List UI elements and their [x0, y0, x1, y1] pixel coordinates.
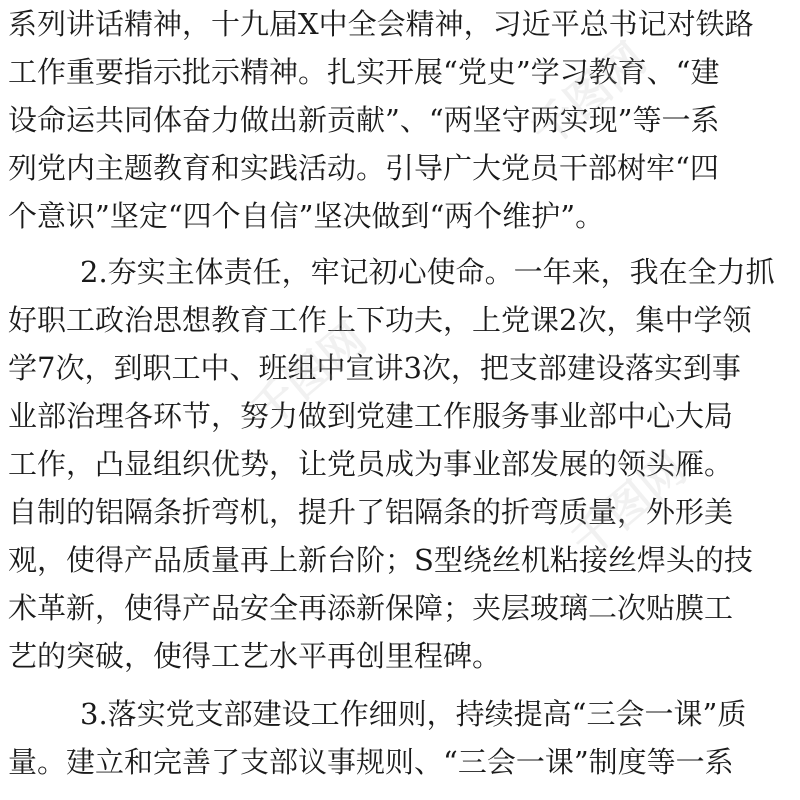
- text-line: 列党内主题教育和实践活动。引导广大党员干部树牢“四: [8, 151, 719, 185]
- text-line: 工作，凸显组织优势，让党员成为事业部发展的领头雁。: [8, 447, 734, 481]
- text-line: 观，使得产品质量再上新台阶；S型绕丝机粘接丝焊头的技: [8, 543, 753, 577]
- text-line: 个意识”坚定“四个自信”坚决做到“两个维护”。: [8, 199, 605, 233]
- text-line: 工作重要指示批示精神。扎实开展“党史”学习教育、“建: [8, 55, 720, 89]
- text-line: 术革新，使得产品安全再添新保障；夹层玻璃二次贴膜工: [8, 591, 734, 625]
- watermark-logo: 千图网: [521, 33, 656, 158]
- text-line: 业部治理各环节，努力做到党建工作服务事业部中心大局: [8, 399, 734, 433]
- text-line: 设命运共同体奋力做出新贡献”、“两坚守两实现”等一系: [8, 103, 720, 137]
- text-line: 好职工政治思想教育工作上下功夫，上党课2次，集中学领: [8, 303, 752, 337]
- paragraph-2-heading-line: 2.夯实主体责任，牢记初心使命。一年来，我在全力抓: [80, 255, 775, 289]
- watermark-logo: 千图网: [561, 443, 696, 568]
- text-line: 学7次，到职工中、班组中宣讲3次，把支部建设落实到事: [8, 351, 741, 385]
- text-line: 自制的铝隔条折弯机，提升了铝隔条的折弯质量，外形美: [8, 495, 734, 529]
- paragraph-3-heading-line: 3.落实党支部建设工作细则，持续提高“三会一课”质: [80, 697, 747, 731]
- watermark-logo: 千图网: [241, 313, 376, 438]
- text-line: 系列讲话精神，十九届X中全会精神，习近平总书记对铁路: [8, 7, 754, 41]
- text-line: 量。建立和完善了支部议事规则、“三会一课”制度等一系: [8, 745, 734, 779]
- text-line: 艺的突破，使得工艺水平再创里程碑。: [8, 639, 502, 673]
